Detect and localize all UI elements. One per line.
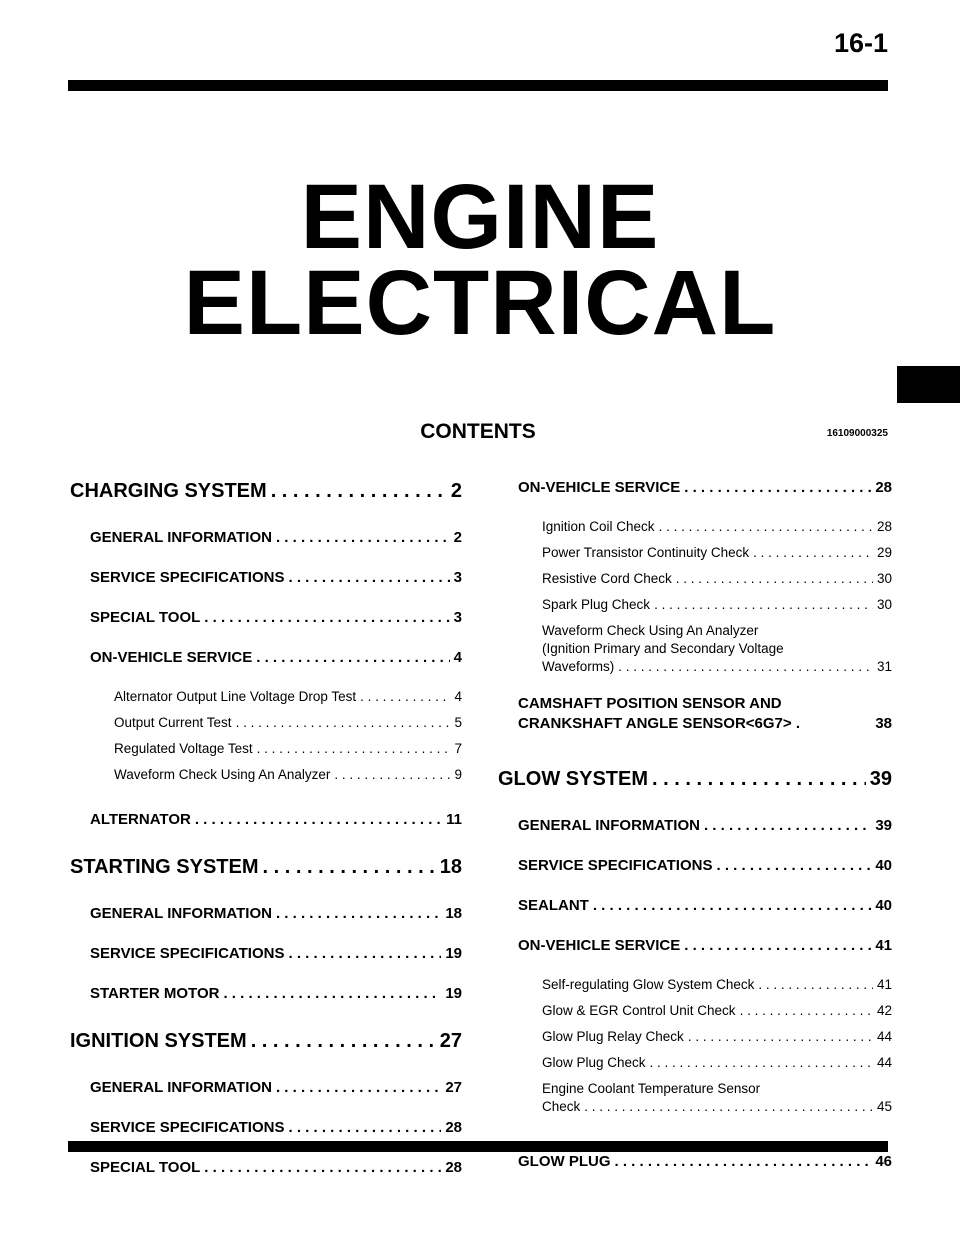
dot-leader bbox=[257, 740, 451, 758]
toc-entry-page: 46 bbox=[875, 1153, 892, 1170]
toc-entry-page: 29 bbox=[876, 545, 892, 560]
toc-entry-page: 28 bbox=[445, 1119, 462, 1136]
page-number: 16-1 bbox=[833, 28, 888, 58]
toc-entry[interactable] bbox=[70, 944, 462, 984]
toc-entry[interactable] bbox=[70, 648, 462, 688]
toc-entry-label: ON-VEHICLE SERVICE bbox=[518, 937, 681, 954]
toc-entry-page: 28 bbox=[445, 1159, 462, 1176]
toc-entry-label: Waveform Check Using An Analyzer bbox=[114, 767, 331, 782]
toc-entry-label: Glow Plug Check bbox=[542, 1055, 646, 1070]
dot-leader bbox=[334, 766, 450, 784]
toc-entry-label: GENERAL INFORMATION bbox=[90, 905, 272, 922]
toc-entry-label: GENERAL INFORMATION bbox=[90, 1079, 272, 1096]
toc-entry-label: Self-regulating Glow System Check bbox=[542, 977, 755, 992]
dot-leader bbox=[360, 688, 450, 706]
toc-entry-page: 4 bbox=[453, 649, 462, 666]
toc-entry-line bbox=[114, 688, 462, 706]
toc-entry[interactable] bbox=[70, 568, 462, 608]
toc-entry[interactable] bbox=[70, 740, 462, 766]
toc-entry-label: STARTING SYSTEM bbox=[70, 856, 259, 878]
toc-entry-label: CHARGING SYSTEM bbox=[70, 480, 267, 502]
toc-entry[interactable] bbox=[70, 1158, 462, 1198]
toc-entry[interactable] bbox=[498, 896, 892, 936]
toc-right-column bbox=[498, 478, 892, 1192]
toc-entry-page: 28 bbox=[876, 519, 892, 534]
toc-entry[interactable] bbox=[498, 976, 892, 1002]
toc-entry-label: Ignition Coil Check bbox=[542, 519, 655, 534]
dot-leader bbox=[256, 648, 449, 668]
toc-entry[interactable] bbox=[498, 856, 892, 896]
dot-leader bbox=[276, 1078, 441, 1098]
toc-entry-page: 7 bbox=[454, 741, 462, 756]
toc-entry-label: GENERAL INFORMATION bbox=[90, 529, 272, 546]
toc-entry-label-line: Engine Coolant Temperature Sensor bbox=[542, 1081, 761, 1096]
toc-entry-line bbox=[90, 568, 462, 588]
toc-entry-line bbox=[542, 658, 892, 676]
toc-entry-page: 31 bbox=[876, 659, 892, 674]
toc-entry[interactable] bbox=[70, 714, 462, 740]
toc-entry[interactable] bbox=[70, 810, 462, 854]
dot-leader bbox=[223, 984, 441, 1004]
toc-entry-page: 2 bbox=[453, 529, 462, 546]
toc-entry-page: 28 bbox=[875, 479, 892, 496]
toc-entry-label-line: (Ignition Primary and Secondary Voltage bbox=[542, 641, 784, 656]
toc-left-column bbox=[70, 478, 462, 1198]
chapter-title-line2: ELECTRICAL bbox=[183, 252, 777, 354]
toc-entry-page: 45 bbox=[876, 1099, 892, 1114]
toc-entry-page: 40 bbox=[875, 897, 892, 914]
dot-leader bbox=[271, 478, 447, 504]
toc-entry-line bbox=[114, 766, 462, 784]
toc-entry-page: 27 bbox=[445, 1079, 462, 1096]
toc-entry-label: Check bbox=[542, 1099, 581, 1114]
toc-entry[interactable] bbox=[498, 478, 892, 518]
toc-entry-line bbox=[90, 904, 462, 924]
toc-entry-page: 41 bbox=[876, 977, 892, 992]
toc-entry-label: Waveforms) bbox=[542, 659, 615, 674]
toc-entry-page: 3 bbox=[453, 609, 462, 626]
toc-entry-line bbox=[114, 714, 462, 732]
contents-heading: CONTENTS bbox=[420, 420, 536, 443]
toc-entry[interactable] bbox=[70, 478, 462, 528]
toc-entry-label: SERVICE SPECIFICATIONS bbox=[518, 857, 713, 874]
dot-leader bbox=[758, 976, 873, 994]
toc-entry-line bbox=[70, 478, 462, 504]
toc-entry-line bbox=[114, 740, 462, 758]
dot-leader bbox=[288, 1118, 441, 1138]
toc-entry-line bbox=[542, 1028, 892, 1046]
toc-entry-page: 40 bbox=[875, 857, 892, 874]
toc-entry-line bbox=[90, 1158, 462, 1178]
toc-entry-page: 5 bbox=[454, 715, 462, 730]
toc-entry-label: Regulated Voltage Test bbox=[114, 741, 253, 756]
toc-entry[interactable] bbox=[70, 904, 462, 944]
toc-entry-line bbox=[518, 816, 892, 836]
toc-entry-line bbox=[542, 1002, 892, 1020]
toc-entry-label: Resistive Cord Check bbox=[542, 571, 672, 586]
toc-entry[interactable] bbox=[498, 1152, 892, 1192]
toc-entry-label: Glow Plug Relay Check bbox=[542, 1029, 684, 1044]
toc-entry-label: Glow & EGR Control Unit Check bbox=[542, 1003, 736, 1018]
dot-leader bbox=[652, 766, 866, 792]
toc-entry-label: CRANKSHAFT ANGLE SENSOR<6G7> . bbox=[518, 715, 800, 732]
toc-entry-page: 27 bbox=[439, 1030, 462, 1052]
toc-entry-label: GLOW SYSTEM bbox=[498, 768, 648, 790]
dot-leader bbox=[654, 596, 873, 614]
toc-entry[interactable] bbox=[70, 688, 462, 714]
toc-entry[interactable] bbox=[70, 1028, 462, 1078]
dot-leader bbox=[251, 1028, 436, 1054]
toc-entry-page: 19 bbox=[445, 945, 462, 962]
toc-entry-line bbox=[518, 856, 892, 876]
toc-entry[interactable] bbox=[70, 854, 462, 904]
toc-entry-label: SEALANT bbox=[518, 897, 589, 914]
toc-entry-line bbox=[518, 714, 892, 734]
toc-entry-label-line: Waveform Check Using An Analyzer bbox=[542, 623, 759, 638]
dot-leader bbox=[740, 1002, 873, 1020]
toc-entry[interactable] bbox=[498, 936, 892, 976]
toc-entry-page: 39 bbox=[875, 817, 892, 834]
toc-entry-line bbox=[518, 936, 892, 956]
toc-entry-page: 39 bbox=[869, 768, 892, 790]
toc-entry-line bbox=[90, 1078, 462, 1098]
chapter-title-line1: ENGINE bbox=[300, 166, 660, 268]
dot-leader bbox=[195, 810, 442, 830]
toc-entry-label: Output Current Test bbox=[114, 715, 232, 730]
toc-entry-line bbox=[70, 854, 462, 880]
dot-leader bbox=[288, 568, 449, 588]
toc-entry-label: SERVICE SPECIFICATIONS bbox=[90, 1119, 285, 1136]
toc-entry[interactable] bbox=[498, 518, 892, 544]
toc-entry-label: Power Transistor Continuity Check bbox=[542, 545, 750, 560]
toc-entry[interactable] bbox=[70, 984, 462, 1028]
toc-entry-label: STARTER MOTOR bbox=[90, 985, 220, 1002]
toc-entry[interactable] bbox=[498, 1054, 892, 1080]
toc-entry[interactable] bbox=[498, 570, 892, 596]
toc-entry[interactable] bbox=[498, 766, 892, 816]
toc-entry[interactable] bbox=[498, 1028, 892, 1054]
chapter-title bbox=[0, 166, 960, 354]
dot-leader bbox=[236, 714, 451, 732]
toc-entry-page: 11 bbox=[446, 811, 462, 828]
toc-entry-page: 19 bbox=[445, 985, 462, 1002]
toc-entry-line bbox=[518, 896, 892, 916]
toc-entry-line bbox=[518, 478, 892, 498]
dot-leader bbox=[716, 856, 871, 876]
toc-entry[interactable] bbox=[70, 528, 462, 568]
dot-leader bbox=[615, 1152, 872, 1172]
toc-entry[interactable] bbox=[70, 1078, 462, 1118]
dot-leader bbox=[704, 816, 871, 836]
dot-leader bbox=[584, 1098, 873, 1116]
toc-entry-label: SERVICE SPECIFICATIONS bbox=[90, 569, 285, 586]
dot-leader bbox=[618, 658, 873, 676]
toc-entry-line bbox=[90, 528, 462, 548]
toc-entry-line bbox=[542, 596, 892, 614]
toc-entry[interactable] bbox=[70, 766, 462, 810]
toc-entry-page: 18 bbox=[439, 856, 462, 878]
toc-entry-page: 18 bbox=[445, 905, 462, 922]
toc-entry-line bbox=[542, 1098, 892, 1116]
toc-entry-line bbox=[90, 608, 462, 628]
toc-entry-line bbox=[90, 944, 462, 964]
toc-entry-line bbox=[542, 544, 892, 562]
toc-entry-label: Spark Plug Check bbox=[542, 597, 651, 612]
toc-entry-page: 9 bbox=[454, 767, 462, 782]
toc-entry-line bbox=[90, 648, 462, 668]
toc-entry-line bbox=[542, 976, 892, 994]
toc-entry-page: 4 bbox=[454, 689, 462, 704]
dot-leader bbox=[204, 1158, 441, 1178]
toc-entry-label: Alternator Output Line Voltage Drop Test bbox=[114, 689, 357, 704]
toc-entry-line bbox=[90, 810, 462, 830]
toc-entry-label: ON-VEHICLE SERVICE bbox=[518, 479, 681, 496]
dot-leader bbox=[753, 544, 873, 562]
toc-entry-page: 30 bbox=[876, 597, 892, 612]
dot-leader bbox=[688, 1028, 873, 1046]
toc-entry-label: GENERAL INFORMATION bbox=[518, 817, 700, 834]
toc-entry-line bbox=[70, 1028, 462, 1054]
toc-entry[interactable] bbox=[498, 596, 892, 622]
toc-entry-line bbox=[518, 1152, 892, 1172]
dot-leader bbox=[676, 570, 873, 588]
dot-leader bbox=[204, 608, 449, 628]
dot-leader bbox=[684, 936, 871, 956]
dot-leader bbox=[593, 896, 871, 916]
toc-entry[interactable] bbox=[70, 1118, 462, 1158]
dot-leader bbox=[684, 478, 871, 498]
toc-entry-line bbox=[542, 518, 892, 536]
section-tab-marker bbox=[897, 366, 960, 403]
toc-entry-label: ALTERNATOR bbox=[90, 811, 191, 828]
toc-entry[interactable] bbox=[498, 816, 892, 856]
toc-entry-page: 30 bbox=[876, 571, 892, 586]
bottom-rule bbox=[68, 1141, 888, 1152]
toc-entry[interactable] bbox=[498, 622, 892, 694]
toc-entry-label: SPECIAL TOOL bbox=[90, 1159, 201, 1176]
dot-leader bbox=[276, 904, 441, 924]
dot-leader bbox=[650, 1054, 873, 1072]
dot-leader bbox=[659, 518, 873, 536]
dot-leader bbox=[276, 528, 450, 548]
toc-entry-page: 38 bbox=[875, 715, 892, 732]
dot-leader bbox=[288, 944, 441, 964]
toc-entry-label: GLOW PLUG bbox=[518, 1153, 611, 1170]
toc-entry-page: 42 bbox=[876, 1003, 892, 1018]
toc-entry-line bbox=[90, 984, 462, 1004]
toc-entry[interactable] bbox=[70, 608, 462, 648]
toc-entry-label: SPECIAL TOOL bbox=[90, 609, 201, 626]
toc-entry-line bbox=[90, 1118, 462, 1138]
toc-entry-page: 2 bbox=[450, 480, 462, 502]
toc-entry-line bbox=[542, 1054, 892, 1072]
toc-entry-label-line: CAMSHAFT POSITION SENSOR AND bbox=[518, 695, 782, 712]
toc-entry-page: 41 bbox=[875, 937, 892, 954]
toc-entry[interactable] bbox=[498, 1002, 892, 1028]
dot-leader bbox=[263, 854, 436, 880]
toc-entry-label: SERVICE SPECIFICATIONS bbox=[90, 945, 285, 962]
toc-entry-page: 44 bbox=[876, 1029, 892, 1044]
toc-entry-label: ON-VEHICLE SERVICE bbox=[90, 649, 253, 666]
toc-entry[interactable] bbox=[498, 544, 892, 570]
toc-entry-line bbox=[542, 570, 892, 588]
toc-entry-label: IGNITION SYSTEM bbox=[70, 1030, 247, 1052]
toc-entry[interactable] bbox=[498, 694, 892, 766]
document-code: 16109000325 bbox=[826, 428, 888, 439]
toc-entry-page: 44 bbox=[876, 1055, 892, 1070]
toc-entry-page: 3 bbox=[453, 569, 462, 586]
top-rule bbox=[68, 80, 888, 91]
toc-entry-line bbox=[498, 766, 892, 792]
